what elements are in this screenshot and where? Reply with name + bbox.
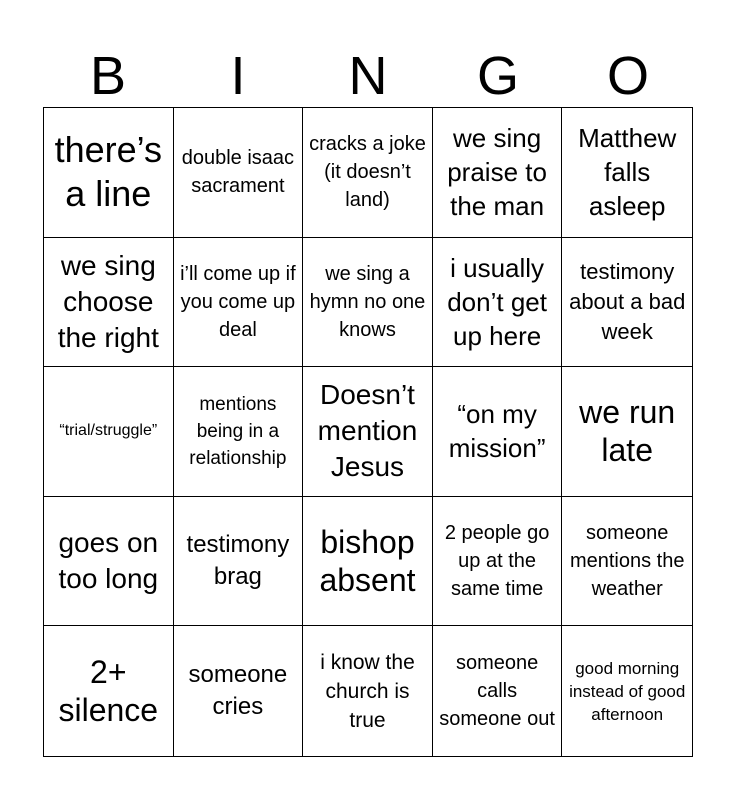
cell-text: “trial/struggle” — [59, 422, 158, 440]
bingo-cell-r2c2[interactable] — [174, 238, 304, 368]
bingo-cell-r1c2[interactable] — [174, 108, 304, 238]
cell-text: goes on too long — [58, 527, 159, 595]
bingo-header — [43, 44, 693, 108]
bingo-cell-r3c1[interactable] — [44, 367, 174, 497]
cell-text: we sing a hymn no one knows — [309, 262, 426, 341]
bingo-cell-r4c3[interactable] — [303, 497, 433, 627]
cell-text: cracks a joke (it doesn’t land) — [309, 133, 426, 212]
header-letter-b: B — [89, 46, 127, 106]
bingo-cell-r3c4[interactable] — [433, 367, 563, 497]
cell-text: we sing praise to the man — [447, 123, 547, 222]
bingo-cell-r3c2[interactable] — [174, 367, 304, 497]
bingo-cell-r4c1[interactable] — [44, 497, 174, 627]
bingo-cell-r1c5[interactable] — [562, 108, 692, 238]
header-letter-i: I — [230, 46, 246, 106]
bingo-cell-r1c3[interactable] — [303, 108, 433, 238]
bingo-board — [43, 107, 693, 757]
cell-text: bishop absent — [319, 524, 416, 599]
cell-text: someone mentions the weather — [569, 522, 685, 601]
bingo-cell-r2c5[interactable] — [562, 238, 692, 368]
header-letter-o: O — [606, 46, 649, 106]
bingo-cell-r4c5[interactable] — [562, 497, 692, 627]
bingo-cell-r2c3[interactable] — [303, 238, 433, 368]
cell-text: 2 people go up at the same time — [444, 522, 550, 601]
cell-text: someone cries — [188, 661, 288, 721]
cell-text: Doesn’t mention Jesus — [317, 379, 418, 483]
bingo-cell-r5c2[interactable] — [174, 626, 304, 756]
cell-text: Matthew falls asleep — [578, 123, 677, 222]
cell-text: testimony brag — [186, 531, 290, 591]
cell-text: we sing choose the right — [57, 249, 159, 353]
bingo-cell-r2c1[interactable] — [44, 238, 174, 368]
bingo-cell-r5c5[interactable] — [562, 626, 692, 756]
cell-text: 2+ silence — [58, 654, 159, 729]
bingo-cell-r1c1[interactable] — [44, 108, 174, 238]
bingo-cell-r3c3[interactable] — [303, 367, 433, 497]
cell-text: we run late — [579, 394, 676, 469]
header-letter-g: G — [476, 46, 519, 106]
bingo-cell-r3c5[interactable] — [562, 367, 692, 497]
bingo-cell-r4c2[interactable] — [174, 497, 304, 627]
cell-text: double isaac sacrament — [181, 147, 295, 198]
bingo-cell-r4c4[interactable] — [433, 497, 563, 627]
cell-text: there’s a line — [54, 129, 162, 215]
bingo-cell-r5c4[interactable] — [433, 626, 563, 756]
bingo-cell-r1c4[interactable] — [433, 108, 563, 238]
header-letter-n: N — [348, 46, 388, 106]
bingo-cell-r5c1[interactable] — [44, 626, 174, 756]
cell-text: testimony about a bad week — [569, 258, 686, 344]
cell-text: i’ll come up if you come up deal — [180, 262, 296, 341]
cell-text: “on my mission” — [448, 399, 546, 464]
cell-text: mentions being in a relationship — [189, 393, 287, 469]
bingo-cell-r2c4[interactable] — [433, 238, 563, 368]
bingo-cell-r5c3[interactable] — [303, 626, 433, 756]
cell-text: someone calls someone out — [439, 652, 555, 731]
cell-text: i know the church is true — [320, 650, 415, 732]
cell-text: i usually don’t get up here — [447, 252, 547, 351]
cell-text: good morning instead of good afternoon — [569, 658, 686, 724]
